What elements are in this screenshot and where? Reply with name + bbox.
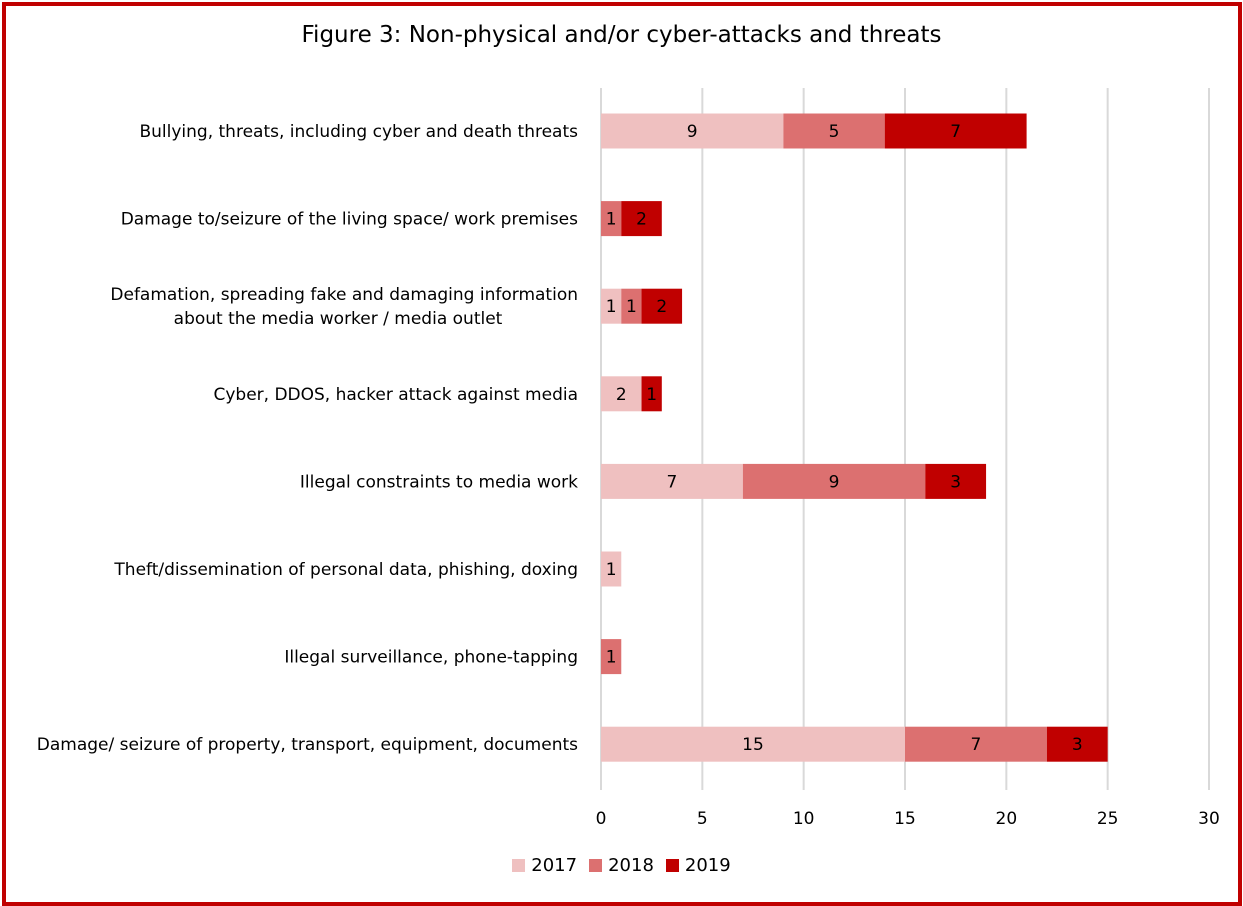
data-label: 3 — [1071, 735, 1083, 756]
data-label: 1 — [605, 647, 617, 668]
data-label: 7 — [970, 735, 982, 756]
data-label: 1 — [605, 560, 617, 580]
data-label: 1 — [625, 297, 637, 318]
legend-item-2019 — [666, 855, 731, 876]
legend-swatch — [512, 859, 525, 872]
chart-title: Figure 3: Non-physical and/or cyber-attacks and threats — [301, 22, 942, 48]
legend-label: 2019 — [684, 855, 731, 876]
x-tick-label: 15 — [894, 809, 916, 829]
data-label: 15 — [742, 735, 764, 756]
x-tick-label: 5 — [696, 809, 708, 829]
category-label: Bullying, threats, including cyber and death threats — [139, 122, 578, 142]
data-label: 2 — [615, 384, 627, 405]
data-label: 7 — [666, 472, 678, 493]
data-label: 3 — [950, 472, 962, 493]
data-label: 1 — [646, 384, 658, 405]
legend-item-2017 — [512, 855, 577, 876]
category-label: Theft/dissemination of personal data, phishing, doxing — [114, 560, 578, 580]
category-label: Illegal surveillance, phone-tapping — [284, 647, 578, 668]
data-label: 2 — [636, 209, 647, 230]
category-label: Damage to/seizure of the living space/ work premises — [120, 209, 578, 230]
x-tick-label: 25 — [1096, 809, 1119, 829]
data-label: 1 — [605, 209, 617, 230]
legend-label: 2018 — [608, 855, 654, 876]
x-tick-label: 30 — [1198, 809, 1220, 829]
category-label: Damage/ seizure of property, transport, equipment, documents — [36, 735, 578, 756]
legend-label: 2017 — [531, 855, 578, 876]
data-label: 5 — [828, 122, 840, 142]
legend-swatch — [589, 859, 602, 872]
data-label: 9 — [686, 122, 698, 142]
legend-swatch — [666, 859, 679, 872]
chart-legend — [0, 855, 1243, 877]
data-label: 9 — [828, 472, 840, 493]
legend-item-2018 — [589, 855, 654, 876]
category-label: Illegal constraints to media work — [299, 472, 578, 493]
category-label: about the media worker / media outlet — [173, 309, 503, 330]
x-tick-label: 20 — [995, 809, 1018, 829]
data-label: 1 — [605, 297, 617, 318]
data-label: 2 — [656, 297, 668, 318]
category-label: Defamation, spreading fake and damaging information — [110, 285, 578, 306]
data-label: 7 — [950, 122, 962, 142]
x-tick-label: 10 — [792, 809, 815, 829]
category-label: Cyber, DDOS, hacker attack against media — [213, 384, 578, 405]
x-tick-label: 0 — [595, 809, 607, 829]
